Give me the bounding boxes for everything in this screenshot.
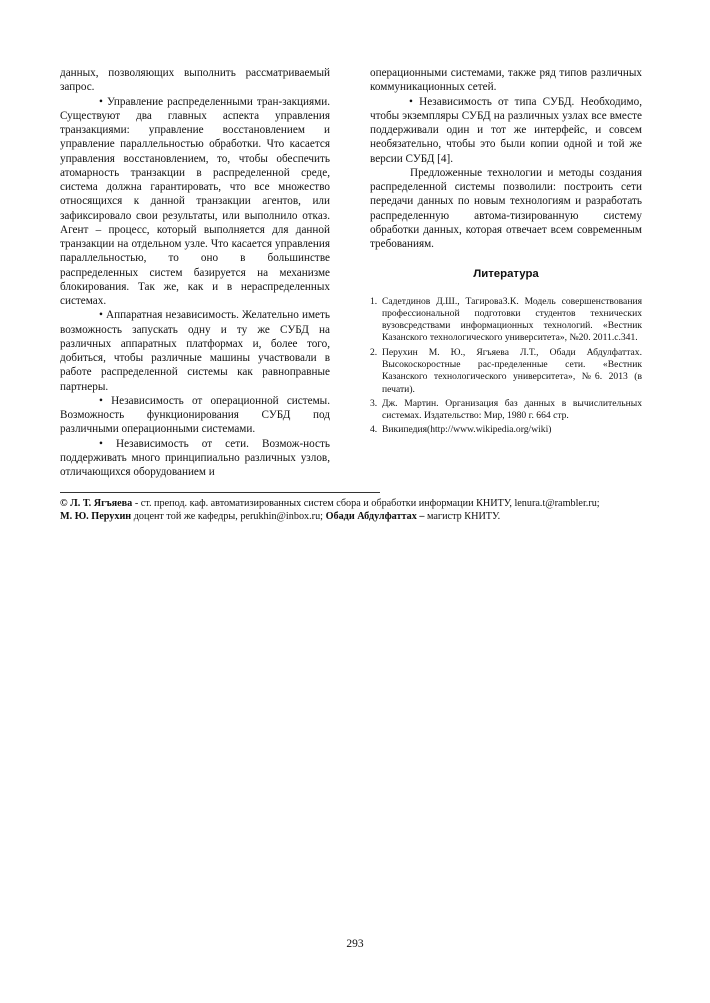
paragraph: • Управление распределенными тран-закциями. Существуют два главных аспекта управления транзакциями: управление восстановлением и управление параллельностью обработки. Что касается управления восстановлением, то, чтобы обеспечить атомарность транзакции в распределенной среде, система должна гарантировать, что все множество относящихся к данной транзакции агентов, или зафиксировало свои результаты, или выполнило отказ. Агент – процесс, который выполняется для данной транзакции на отдельном узле. Что касается управления параллельностью, то оно в большинстве распределенных систем базируется на механизме блокирования. Так же, как и в нераспределенных системах.	[60, 95, 330, 307]
author-info: - ст. препод. каф. автоматизированных систем сбора и обработки информации КНИТУ, lenura.t@rambler.ru;	[132, 498, 600, 509]
reference-item	[370, 296, 642, 345]
page-number: 293	[346, 938, 364, 950]
reference-text: Перухин М. Ю., Ягъяева Л.Т., Обади Абдулфаттах. Высокоскоростные рас-пределенные сети. «Вестник Казанского технологического университета», №6. 2013 (в печати).	[382, 346, 642, 395]
reference-text: Дж. Мартин. Организация баз данных в вычислительных системах. Издательство: Мир, 1980 г. 664 стр.	[382, 397, 642, 422]
reference-text: Википедия(http://www.wikipedia.org/wiki)	[382, 424, 552, 436]
paragraph: • Независимость от сети. Возмож-ность поддерживать много принципиально различных узлов, отличающихся оборудованием и	[60, 437, 330, 478]
author-name: Обади Абдулфаттах –	[325, 511, 425, 522]
left-column	[60, 66, 330, 479]
references-heading: Литература	[473, 268, 539, 281]
paragraph: операционными системами, также ряд типов различных коммуникационных сетей.	[370, 67, 642, 94]
footnote	[60, 497, 660, 523]
reference-item	[370, 424, 642, 436]
author-name: М. Ю. Перухин	[60, 511, 132, 522]
author-info: магистр КНИТУ.	[424, 511, 501, 522]
reference-text: Садетдинов Д.Ш., ТагироваЗ.К. Модель совершенствования профессиональной подготовки студентов технических вузовсредствами информационных технологий. «Вестник Казанского технологического университета», №20. 2011.с.341.	[382, 295, 642, 344]
right-column	[370, 66, 642, 439]
footnote-line	[60, 510, 660, 523]
reference-number: 3.	[370, 397, 378, 409]
paragraph: • Аппаратная независимость. Желательно иметь возможность запускать одну и ту же СУБД на различных аппаратных платформах и, более того, добиться, чтобы различные машины участвовали в работе распределенной системы как равноправные партнеры.	[60, 309, 330, 393]
footnote-divider	[60, 492, 380, 493]
reference-list	[370, 296, 642, 437]
reference-number: 1.	[370, 295, 378, 307]
author-name: © Л. Т. Ягъяева	[60, 498, 133, 509]
reference-item	[370, 347, 642, 396]
reference-number: 2.	[370, 346, 378, 358]
paragraph: • Независимость от типа СУБД. Необходимо, чтобы экземпляры СУБД на различных узлах все вместе поддерживали один и тот же интерфейс, и совсем необязательно, чтобы это были копии одной и той же версии СУБД [4].	[370, 95, 642, 165]
paragraph: данных, позволяющих выполнить рассматриваемый запрос.	[60, 67, 330, 94]
reference-item	[370, 398, 642, 423]
author-info: доцент той же кафедры, perukhin@inbox.ru;	[131, 511, 326, 522]
footnote-line	[60, 497, 660, 510]
paragraph: Предложенные технологии и методы создания распределенной системы позволили: построить сети передачи данных по новым технологиям и разработать распределенную автома-тизированную систему обработки данных, которая отвечает всем современным требованиям.	[370, 166, 642, 250]
reference-number: 4.	[370, 424, 378, 436]
paragraph: • Независимость от операционной системы. Возможность функционирования СУБД под различными операционными системами.	[60, 394, 330, 436]
